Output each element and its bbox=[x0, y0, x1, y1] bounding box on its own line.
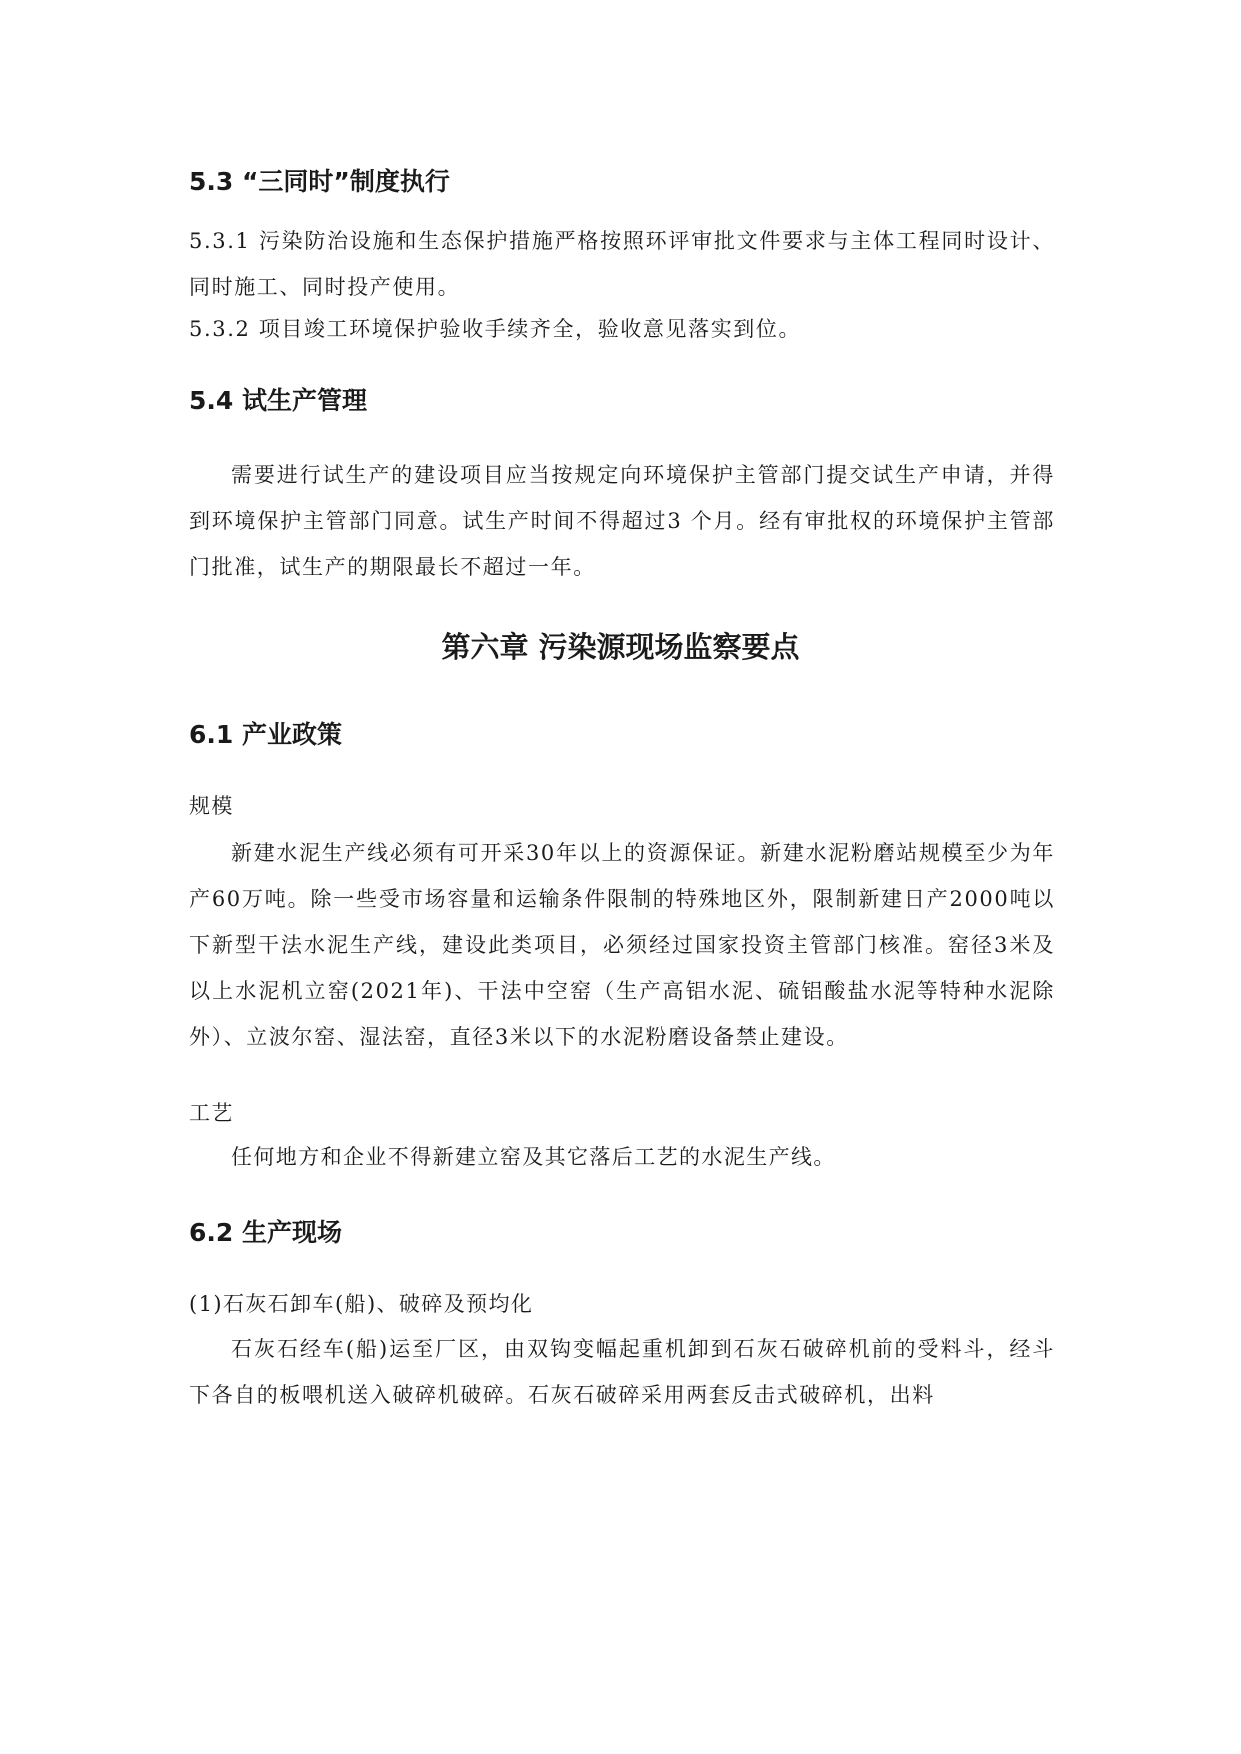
section-6-1-heading: 6.1 产业政策 bbox=[189, 720, 342, 749]
section-6-2-heading: 6.2 生产现场 bbox=[189, 1218, 342, 1247]
section-5-4-paragraph: 需要进行试生产的建设项目应当按规定向环境保护主管部门提交试生产申请，并得到环境保护主管部门同意。试生产时间不得超过3 个月。经有审批权的环境保护主管部门批准，试生产的期限最长不超过一年。 bbox=[189, 463, 1055, 579]
chapter-6-title: 第六章 污染源现场监察要点 bbox=[441, 630, 800, 664]
scale-paragraph: 新建水泥生产线必须有可开采30年以上的资源保证。新建水泥粉磨站规模至少为年产60万吨。除一些受市场容量和运输条件限制的特殊地区外，限制新建日产2000吨以下新型干法水泥生产线，建设此类项目，必须经过国家投资主管部门核准。窑径3米及以上水泥机立窑(2021年)、干法中空窑（生产高铝水泥、硫铝酸盐水泥等特种水泥除外）、立波尔窑、湿法窑，直径3米以下的水泥粉磨设备禁止建设。 bbox=[189, 841, 1055, 1049]
subheading-scale: 规模 bbox=[189, 794, 234, 818]
clause-5-3-2: 5.3.2 项目竣工环境保护验收手续齐全，验收意见落实到位。 bbox=[189, 317, 802, 341]
subheading-process: 工艺 bbox=[189, 1101, 234, 1125]
process-paragraph: 任何地方和企业不得新建立窑及其它落后工艺的水泥生产线。 bbox=[231, 1145, 836, 1169]
section-5-4-heading: 5.4 试生产管理 bbox=[189, 386, 367, 415]
section-5-3-heading: 5.3 “三同时”制度执行 bbox=[189, 167, 450, 196]
limestone-paragraph: 石灰石经车(船)运至厂区，由双钩变幅起重机卸到石灰石破碎机前的受料斗，经斗下各自的板喂机送入破碎机破碎。石灰石破碎采用两套反击式破碎机，出料 bbox=[189, 1337, 1055, 1407]
subheading-limestone: (1)石灰石卸车(船)、破碎及预均化 bbox=[189, 1292, 534, 1316]
clause-5-3-1: 5.3.1 污染防治设施和生态保护措施严格按照环评审批文件要求与主体工程同时设计、同时施工、同时投产使用。 bbox=[189, 229, 1055, 299]
